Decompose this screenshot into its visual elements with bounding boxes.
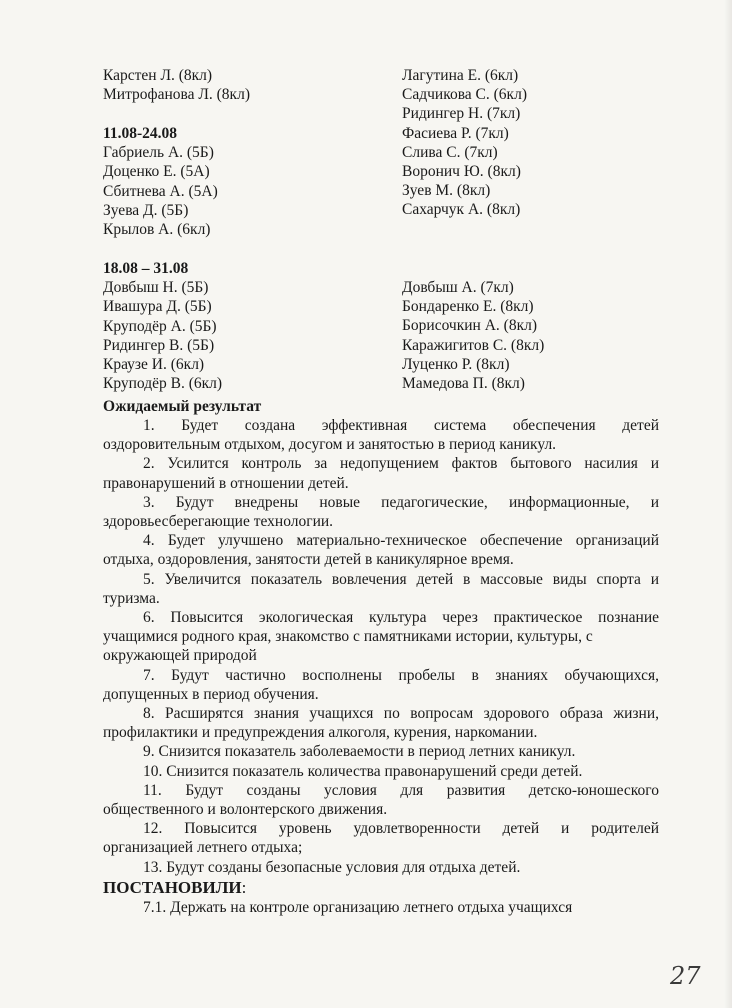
list-item: Ивашура Д. (5Б): [103, 298, 212, 316]
result-item: 11. Будут созданы условия для развития детско-юношеского общественного и волонтерского движения.: [103, 781, 659, 819]
list-item: Садчикова С. (6кл): [402, 86, 527, 104]
resolved-item: 7.1. Держать на контроле организацию летнего отдыха учащихся: [143, 899, 573, 916]
list-item: Лагутина Е. (6кл): [402, 67, 519, 84]
result-item: 1. Будет создана эффективная система обеспечения детей оздоровительным отдыхом, досугом и занятостью в период каникул.: [103, 417, 659, 454]
list-item: Каражигитов С. (8кл): [402, 336, 545, 354]
list-item: Ридингер Н. (7кл): [402, 105, 521, 123]
list-item: Довбыш А. (7кл): [402, 279, 514, 296]
result-item: 6. Повысится экологическая культура через практическое познание учащимися родного края, знакомство с памятниками истории, культуры, с окружающей природой: [103, 609, 659, 665]
list-group1-left: [103, 124, 393, 239]
result-item: 7. Будут частично восполнены пробелы в знаниях обучающихся, допущенных в период обучения.: [103, 666, 659, 703]
result-item: 9. Снизится показатель заболеваемости в период летних каникул.: [143, 743, 576, 761]
list-item: Краузе И. (6кл): [103, 355, 205, 373]
list-item: Круподёр В. (6кл): [103, 375, 223, 393]
result-item: 3. Будут внедрены новые педагогические, информационные, и здоровьесберегающие технологии.: [103, 493, 659, 531]
expected-results: [103, 397, 659, 877]
list-item: Слива С. (7кл): [402, 143, 498, 161]
result-item: 2. Усилится контроль за недопущением фактов бытового насилия и правонарушений в отношении детей.: [103, 455, 659, 492]
list-item: Воронич Ю. (8кл): [402, 162, 521, 180]
list-item: Сахарчук А. (8кл): [402, 201, 521, 219]
period-heading: 11.08-24.08: [103, 125, 178, 142]
list-item: Мамедова П. (8кл): [402, 374, 525, 392]
list-group2-right: [402, 278, 702, 393]
scan-edge-shadow: [724, 0, 732, 1008]
list-item: Крылов А. (6кл): [103, 220, 211, 238]
result-item: 8. Расширятся знания учащихся по вопросам здорового образа жизни, профилактики и предупреждения алкоголя, курения, наркомании.: [103, 705, 659, 742]
list-item: Бондаренко Е. (8кл): [402, 298, 534, 316]
list-item: Сбитнева А. (5А): [103, 182, 218, 200]
result-item: 10. Снизится показатель количества правонарушений среди детей.: [143, 762, 583, 780]
result-item: 5. Увеличится показатель вовлечения детей в массовые виды спорта и туризма.: [103, 570, 659, 607]
list-item: Зуев М. (8кл): [402, 182, 491, 200]
list-item: Габриель А. (5Б): [103, 144, 214, 162]
list-item: Ридингер В. (5Б): [103, 336, 215, 354]
list-item: Луценко Р. (8кл): [402, 355, 510, 373]
period-heading: 18.08 – 31.08: [103, 260, 189, 277]
result-item: 12. Повысится уровень удовлетворенности детей и родителей организацией летнего отдыха;: [103, 820, 659, 857]
list-item: Доценко Е. (5А): [103, 163, 210, 181]
list-item: Митрофанова Л. (8кл): [103, 86, 250, 104]
result-item: 13. Будут созданы безопасные условия для отдыха детей.: [143, 858, 521, 876]
list-group0-left: [103, 66, 393, 104]
section-heading: Ожидаемый результат: [103, 398, 262, 415]
list-group0-right: [402, 66, 702, 220]
list-item: Борисочкин А. (8кл): [402, 317, 537, 335]
list-group2-left: [103, 259, 393, 393]
list-item: Фасиева Р. (7кл): [402, 124, 509, 142]
list-item: Карстен Л. (8кл): [103, 67, 213, 84]
resolved-heading: ПОСТАНОВИЛИ:: [103, 878, 247, 897]
list-item: Зуева Д. (5Б): [103, 201, 189, 219]
result-item: 4. Будет улучшено материально-техническое обеспечение организаций отдыха, оздоровления, занятости детей в каникулярное время.: [103, 532, 659, 569]
handwritten-page-number: 27: [670, 962, 701, 990]
list-item: Довбыш Н. (5Б): [103, 279, 209, 297]
list-item: Круподёр А. (5Б): [103, 317, 217, 335]
